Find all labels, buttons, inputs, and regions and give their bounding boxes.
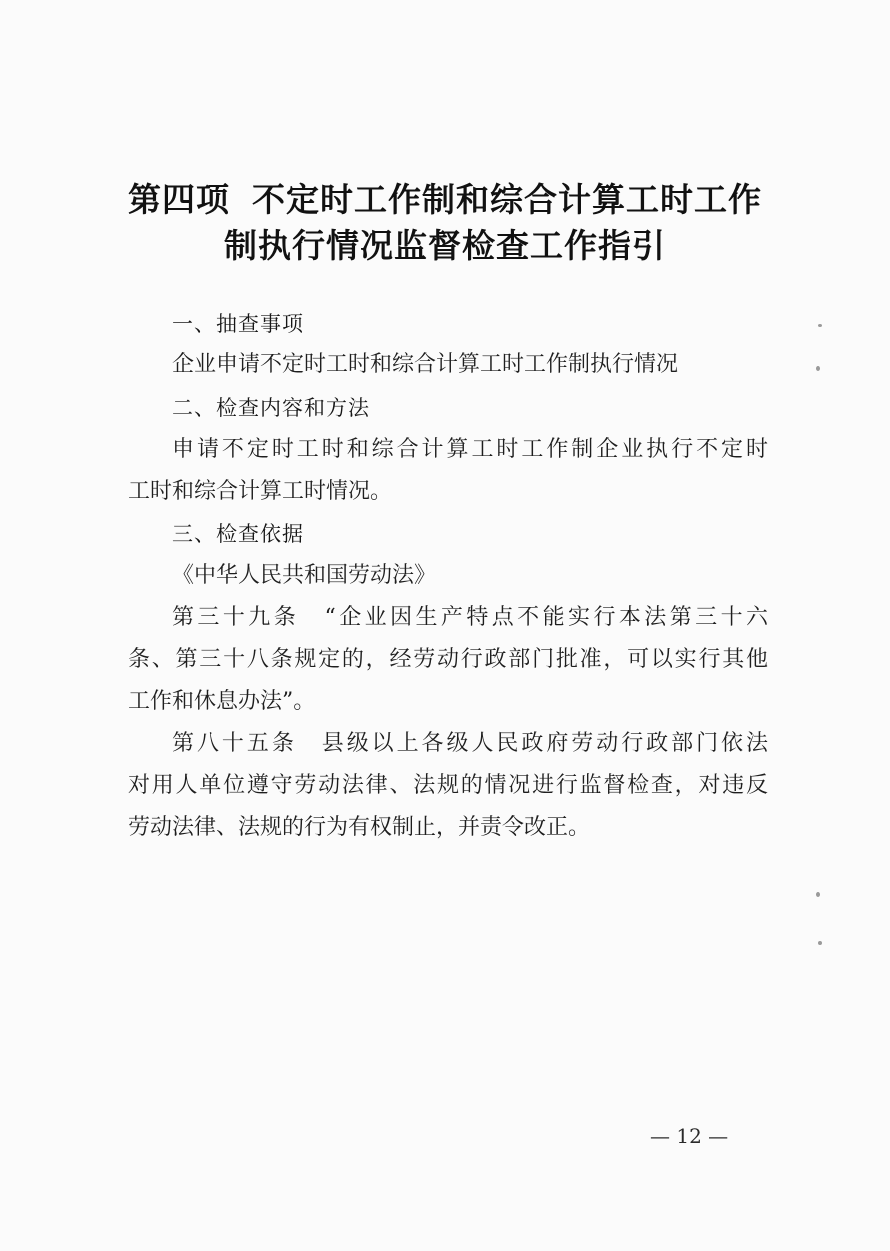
paragraph-line: 条、第三十八条规定的，经劳动行政部门批准，可以实行其他	[128, 647, 768, 672]
scan-speck	[816, 366, 820, 371]
paragraph-line: 工作和休息办法”。	[128, 689, 316, 714]
paragraph-line: 第三十九条 “企业因生产特点不能实行本法第三十六	[172, 605, 768, 630]
paragraph-line: 第八十五条 县级以上各级人民政府劳动行政部门依法	[172, 731, 768, 756]
section-heading-basis: 三、检查依据	[172, 522, 304, 546]
paragraph-line: 劳动法律、法规的行为有权制止，并责令改正。	[128, 815, 591, 840]
paragraph-line: 企业申请不定时工时和综合计算工时工作制执行情况	[172, 352, 679, 377]
section-heading-content-methods: 二、检查内容和方法	[172, 396, 370, 420]
law-title: 《中华人民共和国劳动法》	[172, 563, 437, 588]
page-number: — 12 —	[650, 1124, 729, 1148]
title-item-label: 第四项	[128, 180, 230, 219]
paragraph-line: 工时和综合计算工时情况。	[128, 479, 393, 504]
section-heading-inspection-items: 一、抽查事项	[172, 312, 304, 336]
scan-speck	[816, 892, 820, 897]
document-title-line-1	[100, 174, 790, 221]
title-item-text: 不定时工作制和综合计算工时工作	[252, 180, 762, 219]
paragraph-line: 申请不定时工时和综合计算工时工作制企业执行不定时	[172, 437, 768, 462]
scan-speck	[818, 324, 822, 327]
paragraph-line: 对用人单位遵守劳动法律、法规的情况进行监督检查，对违反	[128, 773, 768, 798]
scan-speck	[818, 941, 822, 945]
document-title-line-2: 制执行情况监督检查工作指引	[224, 226, 666, 265]
